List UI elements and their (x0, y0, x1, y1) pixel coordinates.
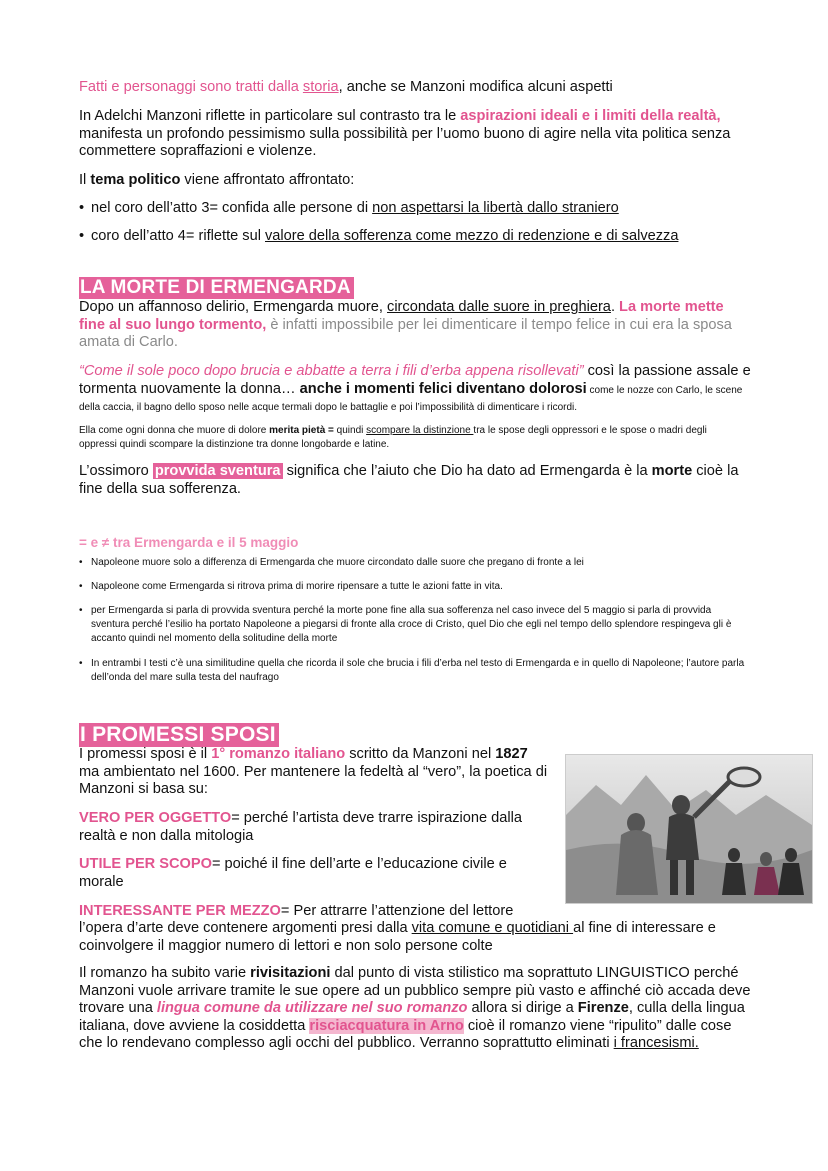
bullet-icon: • (79, 228, 85, 244)
intro-line: Fatti e personaggi sono tratti dalla storia, anche se Manzoni modifica alcuni aspetti (79, 79, 613, 95)
section-heading-ermengarda: LA MORTE DI ERMENGARDA (79, 277, 354, 299)
vero-per-oggetto: VERO PER OGGETTO= perché l’artista deve trarre ispirazione dalla realtà e non dalla mitologia (79, 810, 522, 844)
adelchi-paragraph: In Adelchi Manzoni riflette in particolare sul contrasto tra le aspirazioni ideali e i limiti della realtà, manifesta un profondo pessimismo sulla possibilità per l’uomo buono di agire nella vita politica senza commettere sopraffazioni e violenze. (79, 108, 731, 159)
bullet-icon: • (79, 581, 83, 592)
ossimoro-paragraph: L’ossimoro provvida sventura significa che l’aiuto che Dio ha dato ad Ermengarda è la morte cioè la fine della sua sofferenza. (79, 463, 739, 497)
confronto-title: = e ≠ tra Ermengarda e il 5 maggio (79, 535, 299, 550)
ermengarda-paragraph-1: Dopo un affannoso delirio, Ermengarda muore, circondata dalle suore in preghiera. La morte mette fine al suo lungo tormento, è infatti impossibile per lei dimenticare il tempo felice in cui era la sposa amata di Carlo. (79, 299, 732, 350)
rivisitazioni-paragraph: Il romanzo ha subito varie rivisitazioni dal punto di vista stilistico ma soprattuto LINGUISTICO perché Manzoni vuole arrivare tramite le sue opere ad un pubblico sempre più vasto e affinché ciò accada deve trovare una lingua comune da utilizzare nel suo romanzo allora si dirige a Firenze, culla della lingua italiana, dove avviene la cosiddetta risciacquatura in Arno cioè il romanzo viene “ripulito” dalle cose che lo rendevano complesso agli occhi del pubblico. Verranno soprattutto eliminati i francesismi. (79, 965, 751, 1051)
ermengarda-paragraph-2: “Come il sole poco dopo brucia e abbatte a terra i fili d’erba appena risollevati” così la passione assale e tormenta nuovamente la donna… anche i momenti felici diventano dolorosi come le nozze con Carlo, le scene della caccia, il bagno dello sposo nelle acque termali dopo le battaglie e poi l’impossibilità di dimenticare i ricordi. (79, 363, 751, 413)
storia-underline: storia (302, 79, 339, 95)
promessi-intro-paragraph: I promessi sposi è il 1° romanzo italiano scritto da Manzoni nel 1827 ma ambientato nel 1600. Per mantenere la fedeltà al “vero”, la poetica di Manzoni si basa su: (79, 746, 548, 797)
utile-per-scopo: UTILE PER SCOPO= poiché il fine dell’arte e l’educazione civile e morale (79, 856, 507, 890)
interessante-per-mezzo: INTERESSANTE PER MEZZO= Per attrarre l’attenzione del lettore (79, 903, 514, 919)
bullet-icon: • (79, 658, 83, 669)
bullet-icon: • (79, 200, 85, 216)
bullet-icon: • (79, 557, 83, 568)
bullet-icon: • (79, 605, 83, 616)
engraving-illustration-icon (566, 755, 812, 903)
tema-politico-line: Il tema politico viene affrontato affrontato: (79, 172, 355, 188)
document-page: Fatti e personaggi sono tratti dalla storia, anche se Manzoni modifica alcuni aspetti In Adelchi Manzoni riflette in particolare sul contrasto tra le aspirazioni ideali e i limiti della realtà, manifesta un profondo pessimismo sulla possibilità per l’uomo buono di agire nella vita politica senza commettere sopraffazioni e violenze. Il tema politico viene affrontato affrontato: • nel coro dell’atto 3= confida alle persone di non aspettarsi la libertà dallo straniero • coro dell’atto 4= riflette sul valore della sofferenza come mezzo di redenzione e di salvezza LA MORTE DI ERMENGARDA Dopo un affannoso delirio, Ermengarda muore, circondata dalle suore in preghiera. La morte mette fine al suo lungo tormento, è infatti impossibile per lei dimenticare il tempo felice in cui era la sposa amata di Carlo. “Come il sole poco dopo brucia e abbatte a terra i fili d’erba appena risollevati” così la passione assale e tormenta nuovamente la donna… anche i momenti felici diventano dolorosi come le nozze con Carlo, le scene della caccia, il bagno dello sposo nelle acque termali dopo le battaglie e poi l’impossibilità di dimenticare i ricordi. Ella come ogni donna che muore di dolore merita pietà = quindi scompare la distinzione tra le spose degli oppressori e le spose o madri degli oppressi quindi scompare la distinzione tra donne longobarde e latine. L’ossimoro provvida sventura significa che l’aiuto che Dio ha dato ad Ermengarda è la morte cioè la fine della sua sofferenza. = e ≠ tra Ermengarda e il 5 maggio • Napoleone muore solo a differenza di Ermengarda che muore circondato dalle suore che pregano di fronte a lei • Napoleone come Ermengarda si ritrova prima di morire ripensare a tutte le azioni fatte in vita. • per Ermengarda si parla di provvida sventura perché la morte pone fine alla sua sofferenza nel caso invece del 5 maggio si parla di provvida sventura perché l’esilio ha portato Napoleone a piegarsi di fronte alla croce di Cristo, quel Dio che egli nel tempo dello splendore respingeva gli è accanto quindi nel momento della solitudine della morte • In entrambi I testi c’è una similitudine quella che ricorda il sole che brucia i fili d’erba nel testo di Ermengarda e in quello di Napoleone; l’autore parla dell’onda del mare sulla testa del naufrago I PROMESSI SPOSI I promessi sposi è il 1° romanzo italiano scritto da Manzoni nel 1827 ma ambientato nel 1600. Per mantenere la fedeltà al “vero”, la poetica di Manzoni si basa su: VERO PER OGGETTO= perché l’artista deve trarre ispirazione dalla realtà e non dalla mitologia UTILE PER SCOPO= poiché il fine dell’arte e l’educazione civile e morale INTERESSANTE PER MEZZO= Per attrarre l’attenzione del lettore l’opera d’arte deve contenere argomenti presi dalla vita comune e quotidiani al fine di interessare e coinvolgere il maggior numero di lettori e non solo persone colte Il romanzo ha subito varie rivisitazioni dal punto di vista stilistico ma soprattuto LINGUISTICO perché Manzoni vuole arrivare tramite le sue opere ad un pubblico sempre più vasto e affinché ciò accada deve trovare una lingua comune da utilizzare nel suo romanzo allora si dirige a Firenze, culla della lingua italiana, dove avviene la cosiddetta risciacquatura in Arno cioè il romanzo viene “ripulito” dalle cose che lo rendevano complesso agli occhi del pubblico. Verranno soprattutto eliminati i francesismi. (0, 0, 828, 1171)
illustration-couple-engraving (565, 754, 813, 904)
ermengarda-paragraph-3: Ella come ogni donna che muore di dolore merita pietà = quindi scompare la distinzione tra le spose degli oppressori e le spose o madri degli oppressi quindi scompare la distinzione tra donne longobarde e latine. (79, 425, 707, 450)
interessante-continuation: l’opera d’arte deve contenere argomenti presi dalla vita comune e quotidiani al fine di interessare e coinvolgere il maggior numero di lettori e non solo persone colte (79, 920, 716, 954)
section-heading-promessi-sposi: I PROMESSI SPOSI (79, 723, 279, 747)
